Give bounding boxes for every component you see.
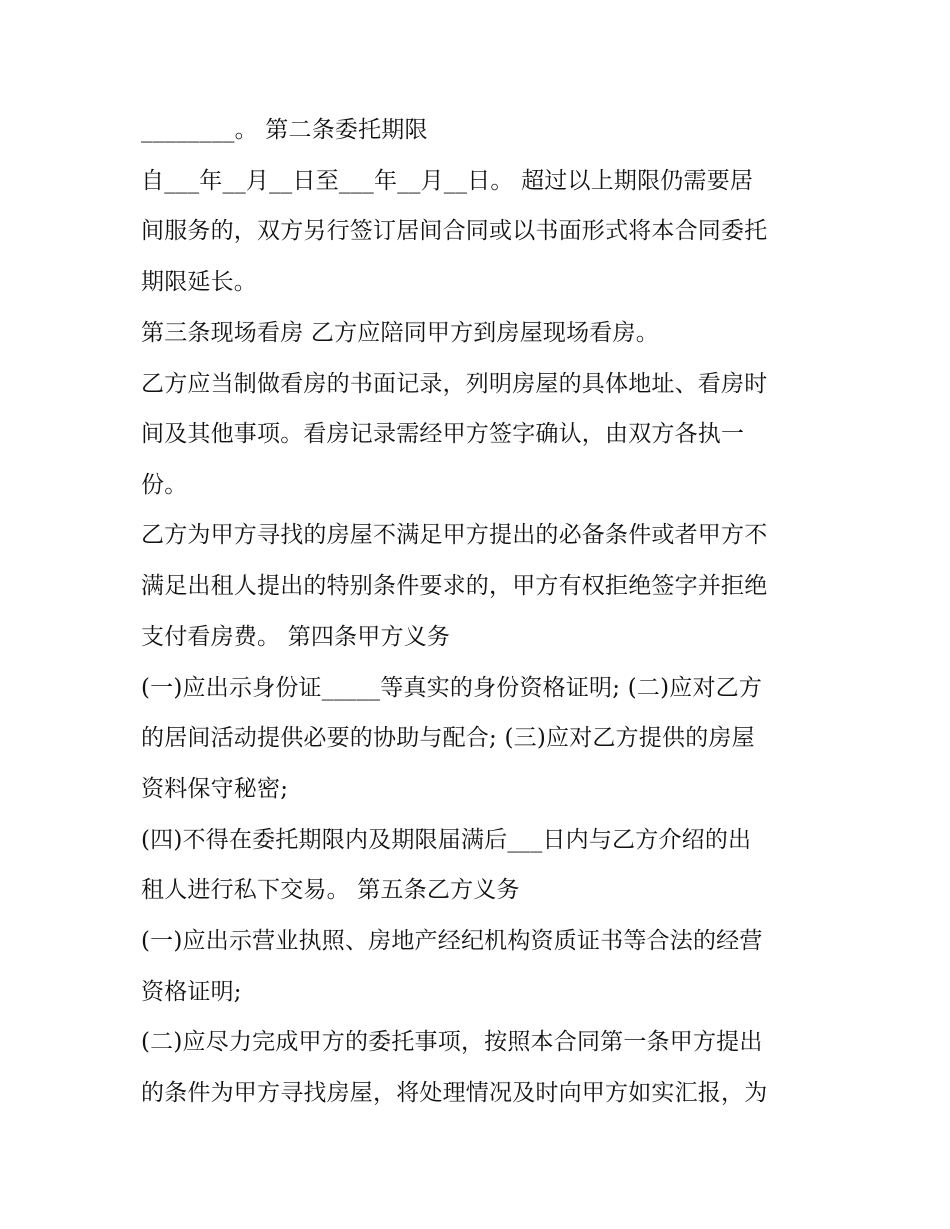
text-line: (一)应出示身份证_____等真实的身份资格证明; (二)应对乙方 [141,675,763,701]
text-line: 支付看房费。 第四条甲方义务 [141,624,451,650]
text-line: (二)应尽力完成甲方的委托事项，按照本合同第一条甲方提出 [141,1029,763,1055]
text-line: (四)不得在委托期限内及期限届满后___日内与乙方介绍的出 [141,827,752,853]
text-line: 乙方为甲方寻找的房屋不满足甲方提出的必备条件或者甲方不 [141,522,768,548]
text-line: 租人进行私下交易。 第五条乙方义务 [141,877,520,903]
text-line: 的条件为甲方寻找房屋，将处理情况及时向甲方如实汇报，为 [141,1080,768,1106]
text-line: 间及其他事项。看房记录需经甲方签字确认，由双方各执一 [141,421,745,447]
text-line: 期限延长。 [141,269,257,295]
text-line: 自___年__月__日至___年__月__日。 超过以上期限仍需要居 [141,168,754,194]
text-line: 份。 [141,472,188,498]
text-line: 间服务的，双方另行签订居间合同或以书面形式将本合同委托 [141,218,768,244]
text-line: ________。 第二条委托期限 [141,117,428,143]
text-line: (一)应出示营业执照、房地产经纪机构资质证书等合法的经营 [141,928,763,954]
text-line: 资格证明; [141,979,242,1005]
text-line: 满足出租人提出的特别条件要求的，甲方有权拒绝签字并拒绝 [141,573,768,599]
text-line: 的居间活动提供必要的协助与配合; (三)应对乙方提供的房屋 [141,725,755,751]
text-line: 第三条现场看房 乙方应陪同甲方到房屋现场看房。 [141,320,659,346]
text-line: 资料保守秘密; [141,776,289,802]
text-line: 乙方应当制做看房的书面记录，列明房屋的具体地址、看房时 [141,371,768,397]
